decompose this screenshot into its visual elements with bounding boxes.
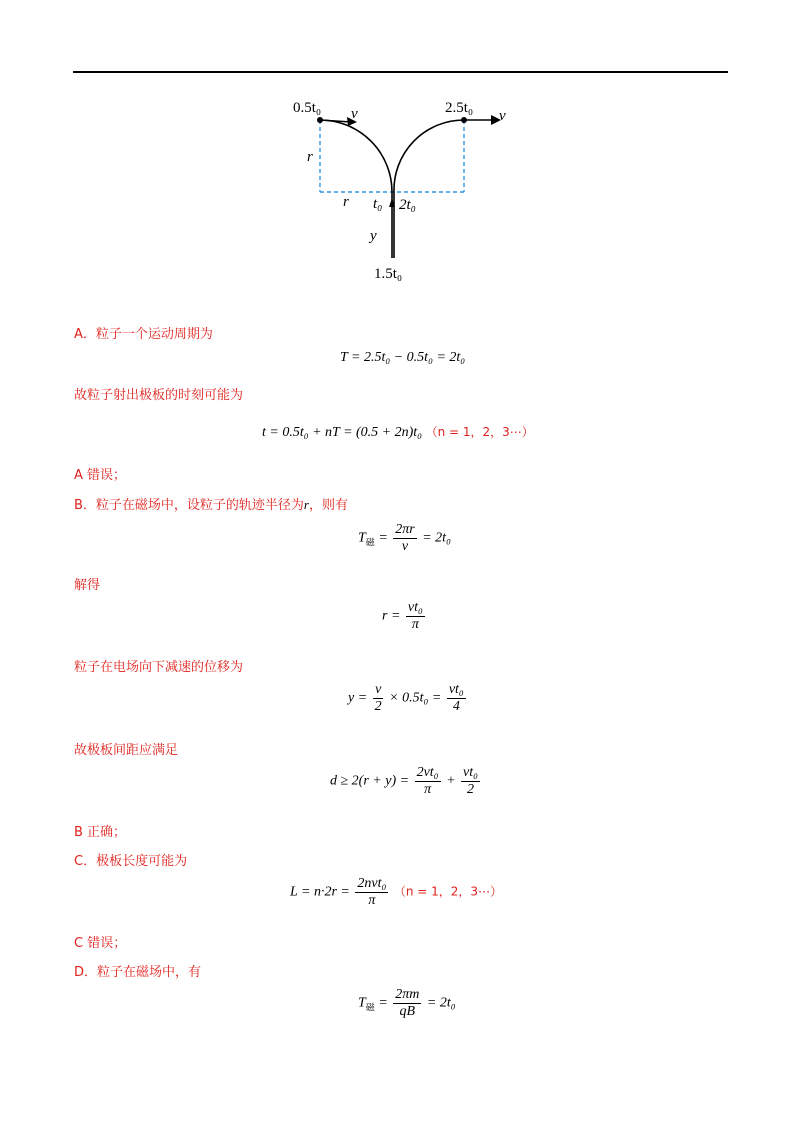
- c-intro: C．极板长度可能为: [74, 854, 188, 869]
- label-t05: 0.5t₀: [293, 100, 322, 116]
- label-2t0: 2t₀: [399, 197, 416, 213]
- a-verdict: A 错误；: [74, 468, 127, 483]
- a-eq2: [262, 423, 534, 441]
- c-eq: L = n·2r = $\frac{\text{2nvt₀}}{\pi}$ （n = 1，2，3⋯）: [290, 876, 503, 908]
- velocity-left: [320, 120, 351, 122]
- d-eq: $T_磁$ = $\frac{2\pi m}{qB}$ = 2t₀: [358, 987, 456, 1019]
- b-eq1: $T_磁$ = $\frac{2\pi r}{v}$ = 2t₀: [358, 522, 451, 554]
- b-eq2: r = $\frac{\text{vt₀}}{\pi}$: [382, 600, 423, 632]
- a-intro: A．粒子一个运动周期为: [74, 327, 213, 342]
- label-t15: 1.5t₀: [374, 266, 403, 282]
- label-r-horizontal: r: [343, 194, 349, 210]
- a-eq2-main: t = 0.5t₀ + nT = (0.5 + 2n)t₀: [262, 425, 423, 440]
- b-text4: 故极板间距应满足: [74, 743, 179, 758]
- b-eq3: y = $\frac{v}{2}$ × 0.5t₀ = $\frac{\text{vt₀}}{4}$: [348, 682, 464, 714]
- label-r-vertical: r: [307, 149, 313, 165]
- label-v-left: v: [351, 106, 358, 122]
- b-solve: 解得: [74, 578, 101, 593]
- trajectory-figure: [285, 88, 525, 298]
- label-t0: t₀: [373, 196, 383, 212]
- d-intro: D．粒子在磁场中，有: [74, 965, 202, 980]
- dot-right: [461, 117, 467, 123]
- a-eq1: T = 2.5t₀ − 0.5t₀ = 2t₀: [340, 350, 466, 365]
- dot-left: [317, 117, 323, 123]
- left-arc: [320, 120, 392, 192]
- label-v-right: v: [499, 108, 506, 124]
- c-verdict: C 错误；: [74, 936, 127, 951]
- right-arc: [394, 120, 464, 192]
- label-t25: 2.5t₀: [445, 100, 474, 116]
- a-text2: 故粒子射出极板的时刻可能为: [74, 388, 244, 403]
- a-eq2-paren: （n = 1，2，3⋯）: [425, 425, 534, 439]
- b-text3: 粒子在电场向下减速的位移为: [74, 660, 244, 675]
- b-intro: B．粒子在磁场中，设粒子的轨迹半径为r，则有: [74, 497, 348, 513]
- b-verdict: B 正确；: [74, 825, 127, 840]
- b-eq4: d ≥ 2(r + y) = $\frac{\text{2vt₀}}{\pi}$ + $\frac{\text{vt₀}}{2}$: [330, 765, 478, 797]
- header-rule: [73, 71, 728, 73]
- label-y: y: [370, 228, 377, 244]
